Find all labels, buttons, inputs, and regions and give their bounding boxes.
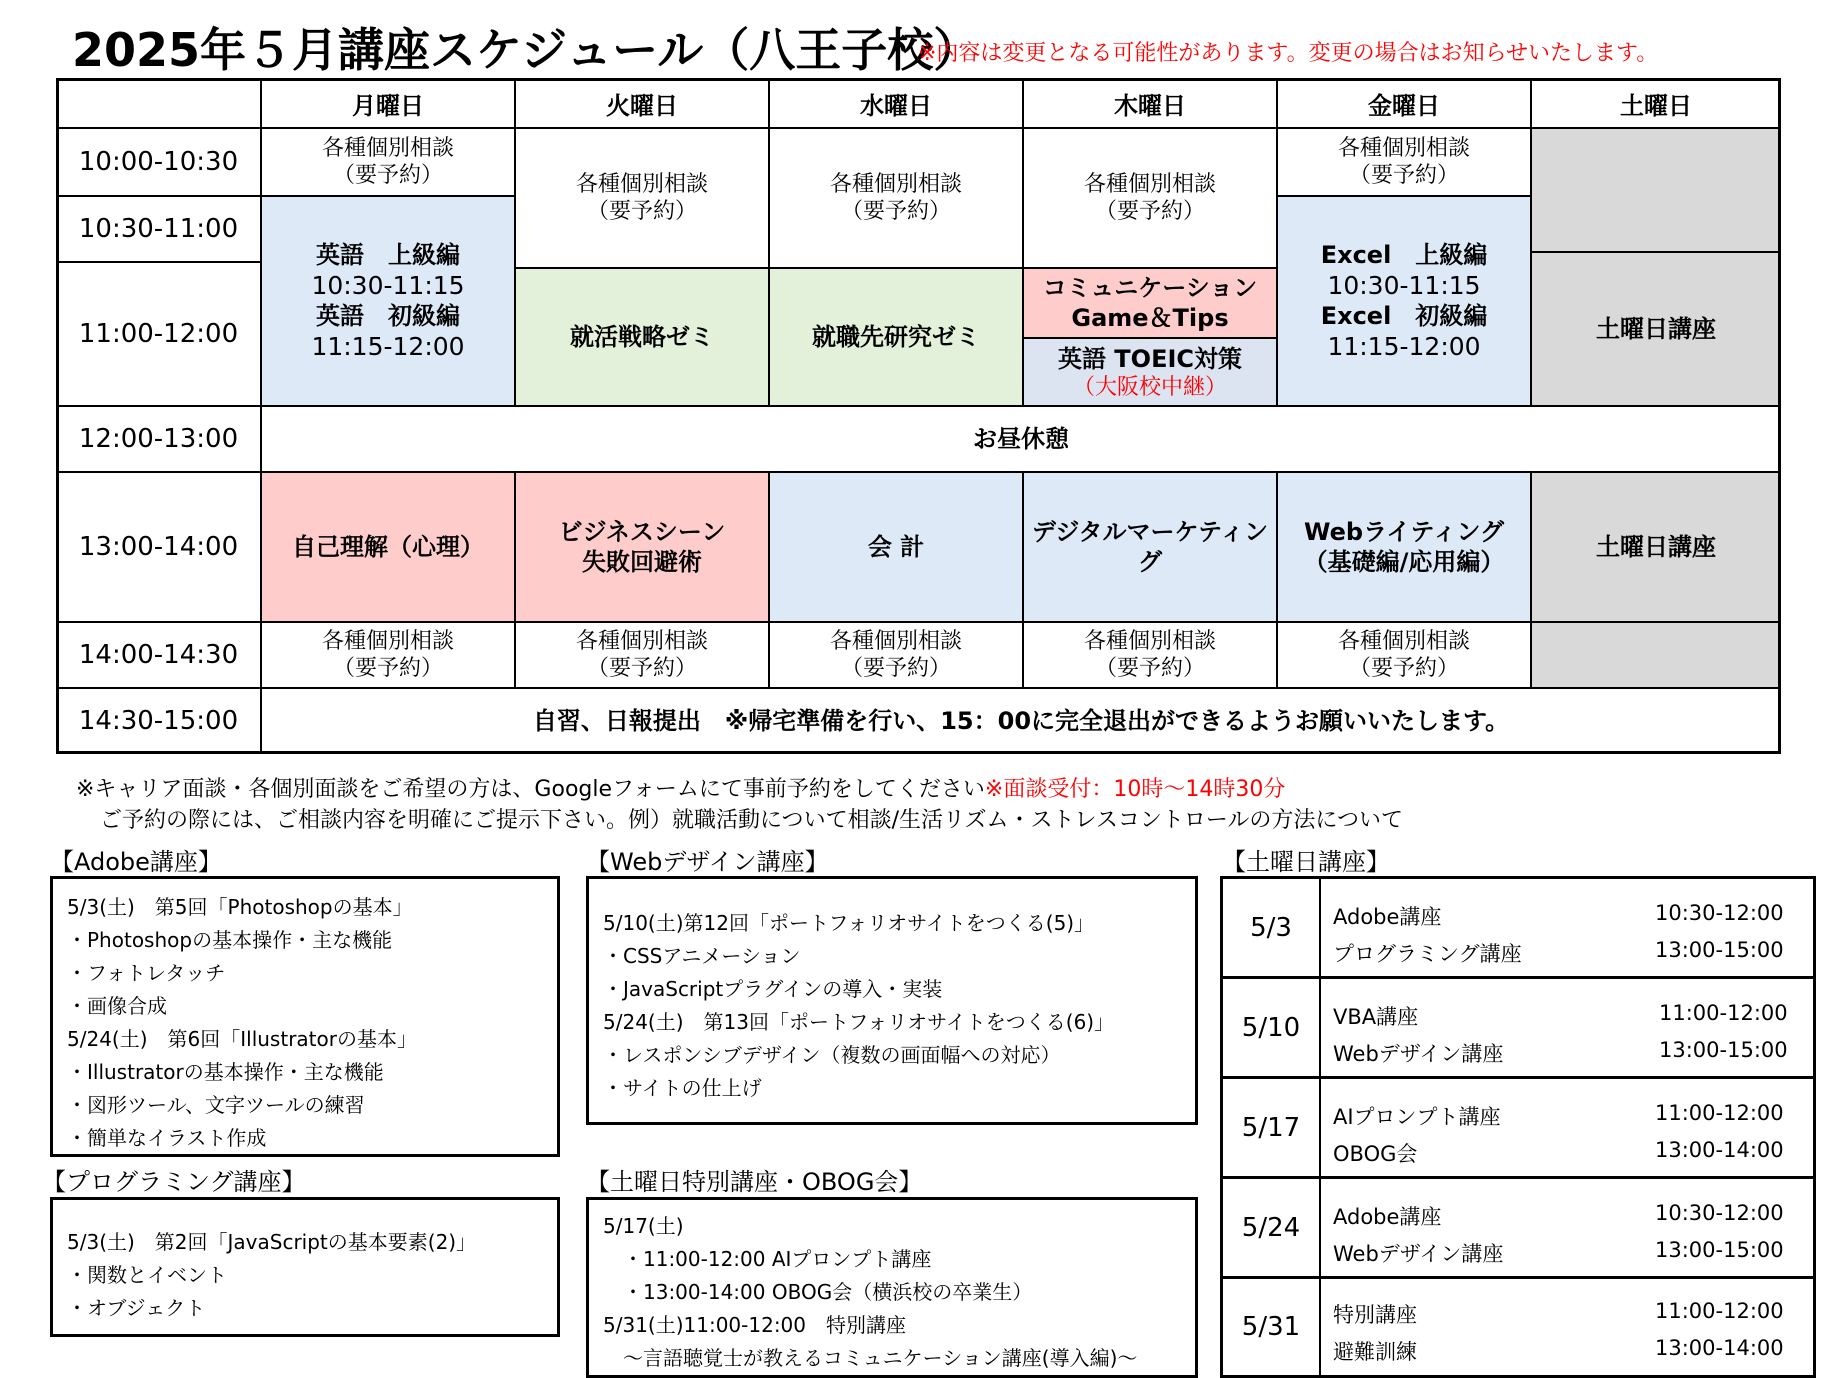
programming-line: ・オブジェクト — [67, 1296, 206, 1320]
web-line: ・JavaScriptプラグインの導入・実装 — [603, 977, 943, 1001]
saturday-table — [1220, 876, 1816, 1378]
saturday-item-name: プログラミング講座 — [1333, 942, 1522, 966]
wed-consult-am — [769, 128, 1023, 268]
web-line: 5/24(土) 第13回「ポートフォリオサイトをつくる(6)」 — [603, 1010, 1115, 1034]
consult-l2: （要予約） — [586, 656, 697, 681]
fri-consult-pm — [1277, 622, 1531, 688]
saturday-item-name: Adobe講座 — [1333, 905, 1442, 929]
special-line: 5/17(土) — [603, 1214, 684, 1238]
saturday-item-time: 13:00-15:00 — [1659, 1038, 1788, 1062]
sat-am-course — [1531, 252, 1781, 406]
lunch-break: お昼休憩 — [973, 425, 1069, 453]
adobe-line: ・画像合成 — [67, 994, 167, 1018]
saturday-item-name: 特別講座 — [1333, 1303, 1417, 1327]
sat-consult-gray — [1531, 622, 1781, 688]
saturday-item-time: 11:00-12:00 — [1655, 1101, 1784, 1125]
notes-line1-text: ※キャリア面談・各個別面談をご希望の方は、Googleフォームにて事前予約をしてください — [76, 777, 985, 802]
adobe-line: ・Photoshopの基本操作・主な機能 — [67, 928, 393, 952]
web-line: ・レスポンシブデザイン（複数の画面幅への対応） — [603, 1043, 1061, 1067]
consult-l1: 各種個別相談 — [1083, 629, 1216, 654]
sat-am-gray — [1531, 128, 1781, 252]
mon-consult-am — [261, 128, 515, 196]
saturday-item-time: 11:00-12:00 — [1655, 1299, 1784, 1323]
consult-l1: 各種個別相談 — [1337, 629, 1470, 654]
consult-l1: 各種個別相談 — [575, 172, 708, 197]
header-sat: 土曜日 — [1620, 91, 1692, 120]
tue-am-label: 就活戦略ゼミ — [570, 323, 714, 351]
saturday-item-name: VBA講座 — [1333, 1005, 1419, 1029]
saturday-item-name: 避難訓練 — [1333, 1340, 1417, 1364]
saturday-item-time: 10:30-12:00 — [1655, 901, 1784, 925]
consult-l2: （要予約） — [1094, 199, 1205, 224]
wed-am-label: 就職先研究ゼミ — [812, 323, 980, 351]
adobe-line: 5/3(土) 第5回「Photoshopの基本」 — [67, 895, 413, 919]
adobe-line: 5/24(土) 第6回「Illustratorの基本」 — [67, 1027, 417, 1051]
time-1430: 14:30-15:00 — [78, 706, 239, 736]
programming-box — [50, 1197, 560, 1337]
saturday-item-time: 13:00-15:00 — [1655, 1238, 1784, 1262]
web-line: ・CSSアニメーション — [603, 944, 801, 968]
thu-am-course-a — [1023, 268, 1277, 338]
thu-am-a1: コミュニケーション — [1042, 274, 1258, 302]
fri-pm-l1: Webライティング — [1304, 518, 1504, 546]
mon-am-l4: 11:15-12:00 — [311, 332, 465, 361]
fri-am-l2: 10:30-11:15 — [1327, 271, 1481, 300]
thu-am-a2: Game＆Tips — [1071, 304, 1229, 332]
time-1400: 14:00-14:30 — [78, 640, 239, 670]
consult-l1: 各種個別相談 — [829, 172, 962, 197]
web-box — [586, 876, 1198, 1125]
saturday-row — [1223, 879, 1813, 979]
tue-am-course — [515, 268, 769, 406]
adobe-line: ・Illustratorの基本操作・主な機能 — [67, 1060, 384, 1084]
saturday-date: 5/3 — [1223, 879, 1321, 976]
mon-am-l1: 英語 上級編 — [316, 241, 460, 269]
saturday-row — [1223, 1079, 1813, 1179]
saturday-title: 【土曜日講座】 — [1222, 848, 1390, 876]
tue-pm-l1: ビジネスシーン — [558, 518, 726, 546]
consult-l1: 各種個別相談 — [829, 629, 962, 654]
consult-l2: （要予約） — [332, 656, 443, 681]
adobe-line: ・図形ツール、文字ツールの練習 — [67, 1093, 365, 1117]
tue-consult-pm — [515, 622, 769, 688]
consult-l2: （要予約） — [1348, 656, 1459, 681]
adobe-title: 【Adobe講座】 — [50, 848, 222, 876]
header-thu: 木曜日 — [1114, 91, 1186, 120]
tue-pm-course — [515, 472, 769, 622]
sat-am-label: 土曜日講座 — [1596, 315, 1716, 343]
fri-consult-am — [1277, 128, 1531, 196]
time-1200: 12:00-13:00 — [78, 424, 239, 454]
thu-consult-pm — [1023, 622, 1277, 688]
time-1100: 11:00-12:00 — [78, 319, 239, 349]
special-line: ・11:00-12:00 AIプロンプト講座 — [603, 1247, 932, 1271]
wed-pm-course — [769, 472, 1023, 622]
tue-consult-am — [515, 128, 769, 268]
change-notice: ※内容は変更となる可能性があります。変更の場合はお知らせいたします。 — [918, 41, 1659, 66]
mon-am-l2: 10:30-11:15 — [311, 271, 465, 300]
web-line: ・サイトの仕上げ — [603, 1076, 762, 1100]
mon-am-course — [261, 196, 515, 406]
time-1300: 13:00-14:00 — [78, 532, 239, 562]
special-line: ・13:00-14:00 OBOG会（横浜校の卒業生） — [603, 1280, 1033, 1304]
time-1000: 10:00-10:30 — [78, 147, 239, 177]
saturday-date: 5/31 — [1223, 1279, 1321, 1375]
special-line: ～言語聴覚士が教えるコミュニケーション講座(導入編)～ — [603, 1346, 1138, 1370]
wed-consult-pm — [769, 622, 1023, 688]
consult-l2: （要予約） — [840, 656, 951, 681]
schedule-table — [56, 78, 1781, 754]
consult-l1: 各種個別相談 — [575, 629, 708, 654]
saturday-item-time: 13:00-14:00 — [1655, 1336, 1784, 1360]
mon-pm-course — [261, 472, 515, 622]
thu-pm-label: デジタルマーケティング — [1031, 518, 1269, 576]
tue-pm-l2: 失敗回避術 — [582, 548, 702, 576]
programming-line: ・関数とイベント — [67, 1263, 227, 1287]
consult-l1: 各種個別相談 — [1083, 172, 1216, 197]
adobe-line: ・フォトレタッチ — [67, 961, 226, 985]
web-line: 5/10(土)第12回「ポートフォリオサイトをつくる(5)」 — [603, 911, 1095, 935]
sat-pm-label: 土曜日講座 — [1596, 533, 1716, 561]
notes-line2: ご予約の際には、ご相談内容を明確にご提示下さい。例）就職活動について相談/生活リズム・ストレスコントロールの方法について — [100, 808, 1403, 833]
header-wed: 水曜日 — [860, 91, 932, 120]
consult-l2: （要予約） — [840, 199, 951, 224]
consult-l1: 各種個別相談 — [321, 629, 454, 654]
saturday-row — [1223, 979, 1813, 1079]
saturday-item-time: 13:00-15:00 — [1655, 938, 1784, 962]
special-line: 5/31(土)11:00-12:00 特別講座 — [603, 1313, 907, 1337]
fri-am-course — [1277, 196, 1531, 406]
consult-l1: 各種個別相談 — [321, 136, 454, 161]
thu-am-b2: （大阪校中継） — [1072, 374, 1227, 400]
programming-line: 5/3(土) 第2回「JavaScriptの基本要素(2)」 — [67, 1230, 477, 1254]
saturday-item-name: OBOG会 — [1333, 1142, 1418, 1166]
thu-am-b1: 英語 TOEIC対策 — [1057, 344, 1243, 373]
header-tue: 火曜日 — [606, 91, 678, 120]
saturday-row — [1223, 1179, 1813, 1279]
fri-pm-l2: （基礎編/応用編） — [1303, 548, 1505, 576]
consult-l2: （要予約） — [1348, 163, 1459, 188]
mon-consult-pm — [261, 622, 515, 688]
special-box — [586, 1197, 1198, 1378]
self-study-row: 自習、日報提出 ※帰宅準備を行い、15：00に完全退出ができるようお願いいたします。 — [532, 707, 1510, 735]
time-1030: 10:30-11:00 — [78, 214, 239, 244]
thu-consult-am — [1023, 128, 1277, 268]
saturday-item-name: Adobe講座 — [1333, 1205, 1442, 1229]
consult-l2: （要予約） — [1094, 656, 1205, 681]
thu-am-course-b — [1023, 338, 1277, 406]
saturday-date: 5/10 — [1223, 979, 1321, 1076]
programming-title: 【プログラミング講座】 — [42, 1168, 306, 1196]
wed-am-course — [769, 268, 1023, 406]
page-title: 2025年５月講座スケジュール（八王子校） — [72, 23, 980, 77]
consult-l2: （要予約） — [332, 163, 443, 188]
adobe-box — [50, 876, 560, 1157]
fri-am-l4: 11:15-12:00 — [1327, 332, 1481, 361]
saturday-date: 5/17 — [1223, 1079, 1321, 1176]
adobe-line: ・簡単なイラスト作成 — [67, 1126, 267, 1150]
special-title: 【土曜日特別講座・OBOG会】 — [586, 1168, 923, 1196]
saturday-item-name: Webデザイン講座 — [1333, 1042, 1504, 1066]
saturday-date: 5/24 — [1223, 1179, 1321, 1276]
saturday-item-time: 11:00-12:00 — [1659, 1001, 1788, 1025]
notes-line1 — [76, 772, 1285, 803]
consult-l2: （要予約） — [586, 199, 697, 224]
sat-pm-course — [1531, 472, 1781, 622]
header-mon: 月曜日 — [352, 91, 424, 120]
saturday-item-time: 13:00-14:00 — [1655, 1138, 1784, 1162]
saturday-item-time: 10:30-12:00 — [1655, 1201, 1784, 1225]
fri-pm-course — [1277, 472, 1531, 622]
notes-line1-red: ※面談受付：10時～14時30分 — [984, 777, 1286, 802]
fri-am-l1: Excel 上級編 — [1320, 241, 1488, 269]
saturday-item-name: AIプロンプト講座 — [1333, 1105, 1501, 1129]
saturday-row — [1223, 1279, 1813, 1375]
wed-pm-label: 会 計 — [867, 533, 925, 561]
consult-l1: 各種個別相談 — [1337, 136, 1470, 161]
saturday-item-name: Webデザイン講座 — [1333, 1242, 1504, 1266]
mon-pm-label: 自己理解（心理） — [292, 533, 484, 561]
thu-pm-course — [1023, 472, 1277, 622]
header-fri: 金曜日 — [1368, 91, 1440, 120]
web-title: 【Webデザイン講座】 — [586, 848, 829, 876]
mon-am-l3: 英語 初級編 — [316, 302, 460, 330]
fri-am-l3: Excel 初級編 — [1320, 302, 1488, 330]
